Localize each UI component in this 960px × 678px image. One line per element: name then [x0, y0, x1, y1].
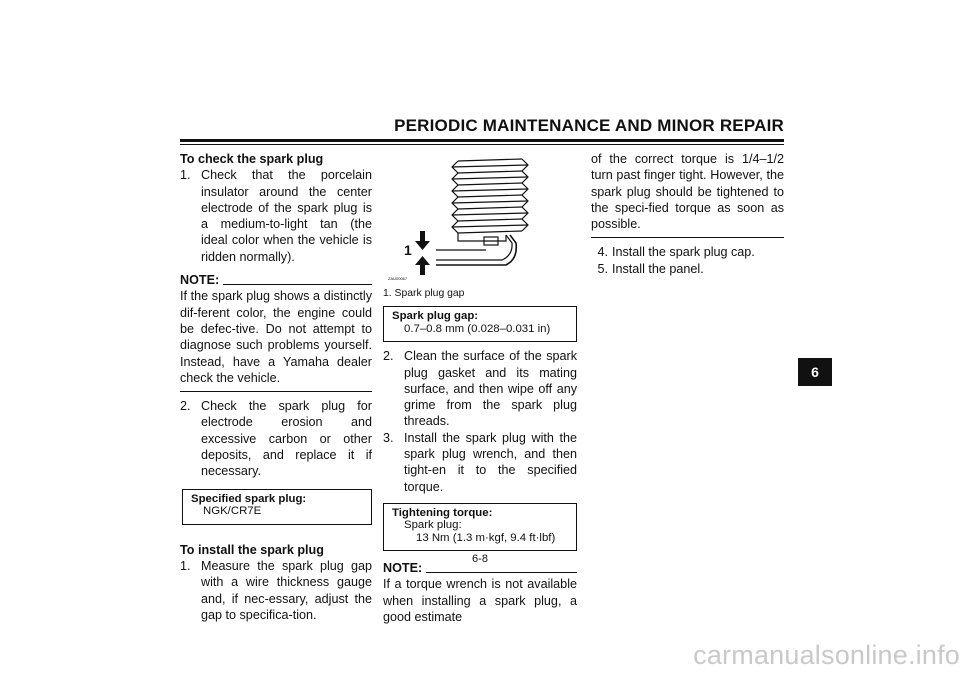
step-number: 3.: [383, 430, 394, 445]
step-install-cap: [591, 244, 784, 260]
note-text-continued: of the correct torque is 1/4–1/2 turn past finger tight. However, the spark plug should be tightened to the speci-fied torque as soon as possible.: [591, 152, 784, 232]
note-rule: [426, 572, 577, 573]
note-header: [180, 272, 372, 288]
arrow-down-head: [415, 241, 430, 250]
section-tab: 6: [798, 358, 832, 386]
spec-box-value: 13 Nm (1.3 m·kgf, 9.4 ft·lbf): [416, 531, 556, 544]
step-text: Check the spark plug for electrode erosion and excessive carbon or other deposits, and replace it if necessary.: [201, 399, 372, 479]
step-install-plug: [383, 430, 577, 495]
step-number: 4.: [597, 245, 608, 260]
figure-code: ZAU00067: [388, 276, 408, 281]
step-text: Install the panel.: [612, 261, 704, 276]
note-rule: [223, 284, 372, 285]
column-middle: [383, 286, 577, 625]
step-number: 1.: [180, 558, 191, 573]
spec-box-item: Spark plug:: [404, 519, 462, 532]
step-number: 2.: [180, 399, 191, 414]
page-header-title: PERIODIC MAINTENANCE AND MINOR REPAIR: [394, 116, 784, 135]
step-text: Clean the surface of the spark plug gasket and its mating surface, and then wipe off any grime from the spark plug threads.: [404, 349, 577, 429]
step-number: 2.: [383, 349, 394, 364]
spec-box-title: Tightening torque:: [392, 506, 493, 519]
spec-box-value: NGK/CR7E: [203, 505, 262, 518]
spec-box-title: Spark plug gap:: [392, 310, 479, 323]
figure-callout-1: 1: [404, 242, 412, 258]
step-text: Install the spark plug with the spark plug wrench, and then tight-en it to the specified torque.: [404, 430, 577, 494]
figure-caption: 1. Spark plug gap: [383, 288, 465, 299]
spec-box-spark-plug: [182, 489, 372, 525]
spark-plug-figure: [382, 155, 578, 283]
section-heading-install: To install the spark plug: [180, 542, 324, 557]
step-text: Check that the porcelain insulator around the center electrode of the spark plug is a medium-to-light tan (the ideal color when the vehicle is ridden normally).: [201, 168, 372, 264]
step-number: 1.: [180, 168, 191, 183]
note-end-rule: [180, 391, 372, 392]
step-number: 5.: [597, 261, 608, 276]
note-label: NOTE:: [383, 560, 423, 575]
spec-box-title: Specified spark plug:: [191, 492, 307, 505]
watermark: carmanualsonline.info: [693, 640, 960, 670]
step-measure-gap: [180, 558, 372, 623]
step-clean-surface: [383, 348, 577, 429]
section-heading-check: To check the spark plug: [180, 152, 324, 166]
spec-box-value: 0.7–0.8 mm (0.028–0.031 in): [404, 322, 551, 335]
arrow-up-shaft: [420, 263, 425, 275]
step-check-erosion: [180, 398, 372, 479]
note-text: If a torque wrench is not available when installing a spark plug, a good estimate: [383, 577, 577, 624]
header-rule-thin: [180, 144, 784, 145]
note-end-rule: [591, 237, 784, 238]
note-label: NOTE:: [180, 273, 220, 288]
spec-box-gap: [383, 306, 577, 342]
header-rule-thick: [180, 139, 784, 142]
column-left: [180, 151, 372, 623]
step-text: Measure the spark plug gap with a wire thickness gauge and, if nec-essary, adjust the gap to specifica-tion.: [201, 558, 372, 622]
spark-plug-illustration: [382, 155, 578, 283]
spec-box-torque: [383, 503, 577, 551]
note-text: If the spark plug shows a distinctly dif-ferent color, the engine could be defec-tive. Do not attempt to diagnose such problems yourself. Instead, have a Yamaha dealer check the vehicle.: [180, 289, 372, 385]
step-text: Install the spark plug cap.: [612, 245, 755, 260]
page-number: 6-8: [472, 553, 488, 565]
column-right: [591, 151, 784, 277]
step-check-insulator: [180, 167, 372, 265]
step-install-panel: [591, 261, 784, 277]
